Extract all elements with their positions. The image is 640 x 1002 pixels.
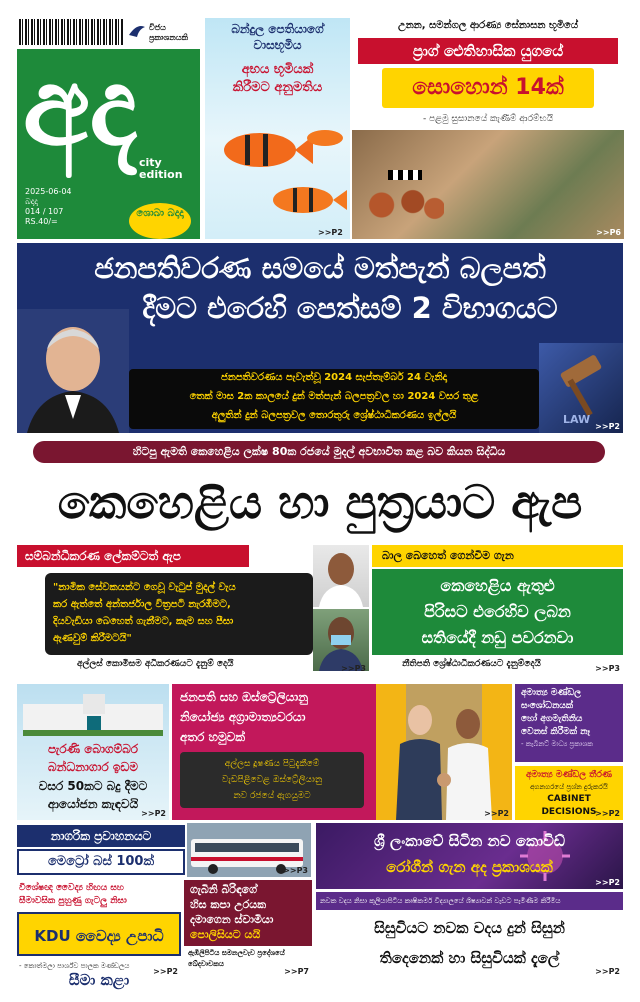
- kehe-page-ref[interactable]: >>P3: [341, 664, 366, 673]
- ragging-line1: සිසුවියට නවක වදය දුන් සිසුන්: [374, 919, 565, 937]
- aus-sub2: වැඩපිළිවෙළ ඔස්ට්‍රේලියානු: [221, 775, 323, 785]
- story-fish[interactable]: [205, 18, 350, 239]
- cabinet-box1: [515, 684, 623, 762]
- murder-line2: හිස කපා උරයක: [190, 898, 267, 911]
- aus-head1: ජනපති සහ ඔස්ට්‍රේලියානු: [180, 690, 308, 704]
- story-covid[interactable]: [316, 823, 623, 889]
- cabinet-line3: හෝ අගමැතිනිය: [521, 714, 583, 724]
- story-bogambara[interactable]: [17, 684, 169, 820]
- cabinet-line2: සංශෝධනයක්: [521, 701, 574, 711]
- burial-byline: - පළමු සුසානයේ කැණීම් ආරම්භයි: [422, 114, 554, 124]
- prison-page-ref[interactable]: >>P2: [141, 809, 166, 818]
- lead-headline1: ජනපතිවරණ සමයේ මත්පැන් බලපත්: [94, 251, 546, 285]
- cabinet-line1: අමාත්‍ය මණ්ඩල: [521, 688, 582, 698]
- prison-line1: පැරණි බොගම්බර: [47, 742, 139, 756]
- lead-headline2: දීමට එරෙහි පෙත්සම් 2 විභාගයට: [142, 291, 558, 325]
- city-edition-label: city edition: [139, 156, 183, 181]
- issue-weekday: බදාදා: [25, 197, 38, 206]
- fish-line2: වාසභූමිය: [253, 38, 302, 52]
- cabinet-page-ref[interactable]: >>P2: [595, 809, 620, 818]
- logo-block: [17, 45, 200, 239]
- fish-page-ref[interactable]: >>P2: [318, 228, 343, 237]
- prison-line2: බන්ධනාගාර ඉඩම: [48, 760, 138, 774]
- meds-box: [372, 569, 623, 655]
- kdu-big: KDU වෛද්‍ය උපාධි සීමා කළා: [17, 912, 181, 956]
- kehe-quote-box: [45, 573, 313, 655]
- issue-number: 014 / 107: [25, 207, 64, 216]
- kehe-tag: සම්බන්ධීකරණ ලේකම්ටත් ඇප: [17, 545, 249, 567]
- aus-page-ref[interactable]: >>P2: [484, 809, 509, 818]
- murder-line1: ගැබිනි බිරිඳගේ: [190, 883, 258, 896]
- kdu-page-ref[interactable]: >>P2: [153, 967, 178, 976]
- barcode: [19, 19, 123, 45]
- kehe-kicker: හිටපු ඇමති කෙහෙළිය ලක්ෂ 80ක රජයේ මුදල් අවභාවිත කළ බව කියන සිද්ධිය: [33, 441, 605, 463]
- law-label: LAW: [563, 413, 591, 426]
- cabinet-tag: අමාත්‍ය මණ්ඩල තීරණ: [526, 770, 612, 780]
- murder-line4: පොලිසියට යයි: [190, 928, 261, 941]
- burial-page-ref[interactable]: >>P6: [596, 228, 621, 237]
- lead-page-ref[interactable]: >>P2: [595, 422, 620, 431]
- ragging-kicker: නවක වදය නිසා කුලියාපිටිය කෘෂිකර්ම විද්‍යාලයේ ශිෂ්‍යාවන් වැඩට පැමිණීම කිරීමිය: [316, 892, 623, 910]
- publisher-label: විජය ප්‍රකාශනයකි: [149, 23, 189, 42]
- kehe-quote4: ඇණවුම් කිරීමටයි": [53, 633, 132, 644]
- lead-sub1: ජනපතිවරණය පැවැත්වූ 2024 සැප්තැම්බර් 24 වැනිදා: [220, 372, 447, 383]
- murder-line3: දමාගෙන ස්වාමියා: [190, 913, 274, 926]
- story-metro-bus[interactable]: [17, 823, 311, 877]
- meds-line1: කෙහෙළිය ඇතුළු: [440, 576, 555, 595]
- burial-kicker: උනන, සමන්ගල ආරණ්‍ය සේනාසන භූමියේ: [397, 20, 579, 31]
- aus-head3: අතර හමුවක්: [180, 730, 246, 744]
- gavel-icon: [539, 343, 623, 433]
- story-murder[interactable]: [184, 880, 312, 978]
- kdu-foot: - කොත්මලා පාර්ශ්ව පාලක මණ්ඩලය: [19, 962, 130, 970]
- issue-date: 2025-06-04: [25, 187, 72, 196]
- fish-line4: කිරීමට අනුමතිය: [232, 80, 323, 95]
- pottery-shards: [366, 188, 444, 222]
- story-burials[interactable]: [352, 18, 624, 239]
- story-australia[interactable]: [172, 684, 512, 820]
- lead-sub2: තෙක් මාස 2ක කාලයේ දුන් මත්පැන් බලපත්‍රවල හා 2024 වසර තුළ: [189, 391, 479, 402]
- fish-image: [205, 108, 350, 239]
- burial-line2: සොහොන් 14ක්: [382, 68, 594, 108]
- cabinet-byline: - කැබිනට් මාධ්‍ය ප්‍රකාශක: [521, 740, 593, 748]
- murder-foot1: ඇඹිලිපිටිය සමනලවැව ප්‍රදේශයේ: [188, 949, 285, 957]
- lead-sub3: අලුතින් දුන් බලපත්‍රවල තොරතුරු ශ්‍රේෂ්ඨාධිකරණය ඉල්ලයි: [211, 410, 457, 421]
- story-liquor-permits[interactable]: [17, 243, 623, 433]
- issue-price: RS.40/=: [25, 217, 58, 226]
- official-photo-1: [313, 545, 369, 607]
- murder-foot2: ඛේදවාචකය: [188, 960, 224, 968]
- prison-line3: වසර 50කට බදු දීමට: [38, 779, 148, 793]
- fish-line3: අභය භූමියක්: [241, 62, 314, 77]
- story-kdu[interactable]: [17, 880, 181, 989]
- kehe-quote3: දියවැඩියා බෙහෙත් ගැනීමට, කෑම සහ පීසා: [53, 616, 234, 627]
- publisher-logo-icon: [127, 21, 147, 41]
- lead-sub-box: [129, 369, 539, 429]
- meds-line2: පිරිසට එරෙහිව ලබන: [424, 602, 571, 621]
- meds-page-ref[interactable]: >>P3: [595, 664, 620, 673]
- aus-sub1: අල්ලස දූෂණය පිටුදැකීමේ: [224, 759, 320, 769]
- kdu-kicker1: විශේෂඥ වෛද්‍ය හිඟය සහ: [19, 883, 124, 893]
- covid-page-ref[interactable]: >>P2: [595, 878, 620, 887]
- covid-line2: රෝගීන් ගැන අද ප්‍රකාශයක්: [386, 858, 553, 876]
- story-ragging[interactable]: [316, 892, 623, 978]
- metro-page-ref[interactable]: >>P3: [283, 866, 308, 875]
- cabinet-tag-en: CABINET DECISIONS: [541, 794, 597, 817]
- aus-sub-box: [180, 752, 364, 808]
- shoba-badge: ශොබා බදාදා: [129, 203, 191, 239]
- meds-tag: බාල බෙහෙත් ගෙන්වීම ගැන: [372, 545, 623, 567]
- prison-line4: ආයෝජන කැඳවයි: [47, 797, 139, 811]
- aus-sub3: නව රජයේ ඇගයුමට: [233, 791, 311, 801]
- fish-line1: බන්දුල පෙතියාගේ: [231, 22, 324, 36]
- meds-foot: නීතිපති ශ්‍රේෂ්ඨාධිකරණයට දැනුම්දෙයි: [402, 659, 541, 669]
- covid-line1: ශ්‍රී ලංකාවේ සිටින නව කොවිඩ්: [374, 832, 565, 850]
- story-keheliya-bail[interactable]: [17, 545, 369, 675]
- aus-head2: නියෝජ්‍ය අග්‍රාමාත්‍යවරයා: [180, 710, 306, 724]
- kehe-foot: අල්ලස් කොමිසම අධිකරණයට දැනුම් දෙයි: [77, 659, 234, 669]
- masthead: [17, 17, 200, 239]
- murder-page-ref[interactable]: >>P7: [284, 967, 309, 976]
- official-photo-2: [313, 609, 369, 671]
- story-cabinet[interactable]: [515, 684, 623, 820]
- logo-text: අද: [23, 45, 138, 170]
- cabinet-tag-sub: අගනගරයේ ප්‍රශ්න දුරුකරයි: [530, 783, 608, 791]
- scale-bar-icon: [388, 170, 422, 180]
- kehe-quote2: කර ඇත්තේ අන්තර්ජාල විත්‍රපටි නැරඹීමට,: [53, 599, 231, 610]
- kdu-kicker2: සීමාවසික පුහුණු ගැටලු නිසා: [19, 896, 127, 906]
- metro-kicker: නාගරික ප්‍රවාහනයට: [17, 825, 185, 847]
- politician-portrait: [17, 309, 129, 433]
- metro-line: මෙට්‍රෝ බස් 100ක්: [17, 849, 185, 875]
- kehe-quote1: "නාමික සේවකයන්ට ගෙවූ වැටුප් මුදල් වැය: [53, 582, 236, 593]
- meds-line3: සතියේදී නඩු පවරනවා: [421, 628, 574, 647]
- handshake-photo: [376, 684, 512, 820]
- story-bad-medicine[interactable]: [372, 545, 623, 675]
- ragging-page-ref[interactable]: >>P2: [595, 967, 620, 976]
- ragging-line2: තිදෙනෙක් හා සිසුවියක් දැලේ: [379, 949, 560, 967]
- burial-photo: [352, 130, 624, 239]
- burial-line1: ප්‍රාග් ඓතිහාසික යුගයේ: [358, 38, 618, 64]
- kehe-headline[interactable]: කෙහෙළිය හා පුත්‍රයාට ඇප: [57, 475, 583, 529]
- cabinet-line4: වෙනස් කිරීමක් නෑ: [521, 727, 590, 737]
- prison-photo: [23, 690, 163, 736]
